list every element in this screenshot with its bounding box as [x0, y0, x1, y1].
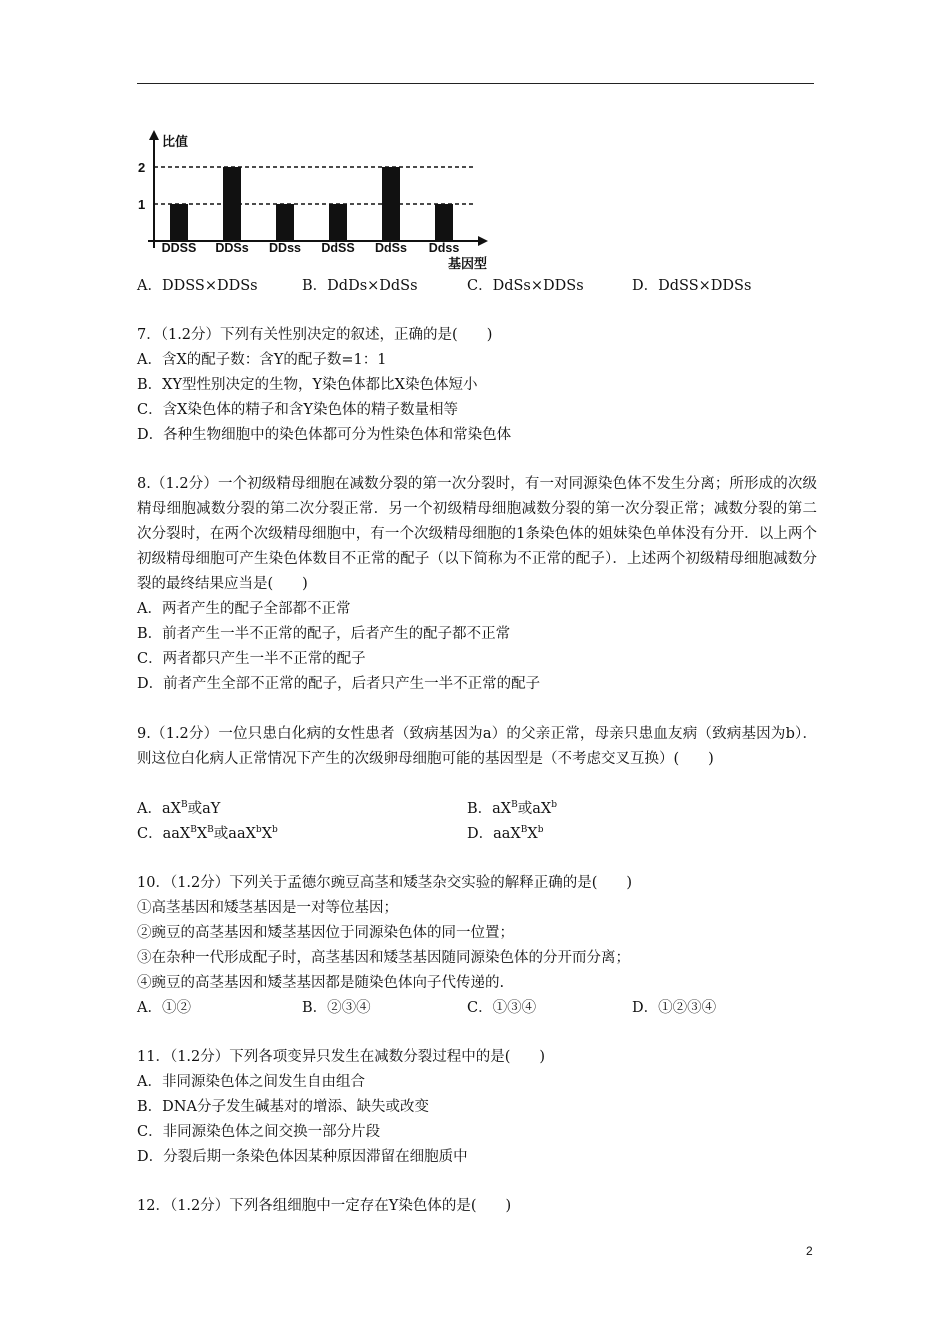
q12-stem: 12．（1.2分）下列各组细胞中一定存在Y染色体的是( ) [137, 1198, 512, 1214]
q8-stem: 8.（1.2分）一个初级精母细胞在减数分裂的第一次分裂时，有一对同源染色体不发生分离；所形成的次级精母细胞减数分裂的第二次分裂正常．另一个初级精母细胞减数分裂的第一次分裂正常；减数分裂的第二次分裂时，在两个次级精母细胞中，有一个次级精母细胞的1条染色体的姐妹染色单体没有分开．以上两个初级精母细胞可产生染色体数目不正常的配子（以下简称为不正常的配子）．上述两个初级精母细胞减数分裂的最终结果应当是( ) [137, 476, 817, 592]
y-tick-label-1: 1 [138, 197, 146, 212]
q8-option-b: B．前者产生一半不正常的配子，后者产生的配子都不正常 [137, 626, 511, 642]
x-tick-label-DdSs: DdSs [375, 241, 407, 255]
q8-option-c: C．两者都只产生一半不正常的配子 [137, 651, 366, 667]
q10-statement-2: ②豌豆的高茎基因和矮茎基因位于同源染色体的同一位置； [137, 925, 514, 941]
q10-option-c: C．①③④ [467, 1000, 537, 1016]
x-tick-label-DDSs: DDSs [215, 241, 249, 255]
bar-DdSs [382, 167, 400, 241]
q9-stem: 9.（1.2分）一位只患白化病的女性患者（致病基因为a）的父亲正常，母亲只患血友病（致病基因为b）．则这位白化病人正常情况下产生的次级卵母细胞可能的基因型是（不考虑交叉互换）( ) [137, 726, 817, 767]
q9-option-c: C．$aaX^BX^B$或$aaX^bX^b$ [137, 825, 278, 842]
q8-option-a: A．两者产生的配子全部都不正常 [137, 601, 351, 617]
genotype-ratio-chart [130, 124, 500, 274]
q11-option-b: B．DNA分子发生碱基对的增添、缺失或改变 [137, 1099, 429, 1115]
q6-option-a: A．DDSS×DDSs [137, 278, 258, 294]
bar-DDSs [223, 167, 241, 241]
x-axis-arrow [478, 236, 488, 246]
q7-stem: 7．（1.2分）下列有关性别决定的叙述，正确的是( ) [137, 327, 493, 343]
q10-option-b: B．②③④ [302, 1000, 371, 1016]
q11-option-c: C．非同源染色体之间交换一部分片段 [137, 1124, 381, 1140]
q7-option-a: A．含X的配子数：含Y的配子数=1：1 [137, 352, 387, 368]
q6-option-c: C．DdSs×DDSs [467, 278, 584, 294]
header-rule [137, 83, 814, 84]
y-tick-label-2: 2 [138, 160, 146, 175]
q10-statement-3: ③在杂种一代形成配子时，高茎基因和矮茎基因随同源染色体的分开而分离； [137, 950, 630, 966]
q6-option-b: B．DdDs×DdSs [302, 278, 418, 294]
q6-option-d: D．DdSS×DDSs [632, 278, 752, 294]
q10-stem: 10．（1.2分）下列关于孟德尔豌豆高茎和矮茎杂交实验的解释正确的是( ) [137, 875, 633, 891]
y-axis-arrow [149, 130, 159, 140]
q8-option-d: D．前者产生全部不正常的配子，后者只产生一半不正常的配子 [137, 676, 541, 692]
y-axis-title: 比值 [162, 135, 189, 150]
q7-option-c: C．含X染色体的精子和含Y染色体的精子数量相等 [137, 402, 458, 418]
x-tick-label-DDSS: DDSS [161, 241, 197, 255]
q9-option-a: A．$aX^B$或aY [137, 800, 221, 817]
x-tick-label-DdSS: DdSS [321, 241, 355, 255]
bar-DdSS [329, 204, 347, 241]
q9-option-d: D．$aaX^BX^b$ [467, 825, 544, 842]
q10-statement-4: ④豌豆的高茎基因和矮茎基因都是随染色体向子代传递的. [137, 975, 505, 991]
q10-option-d: D．①②③④ [632, 1000, 717, 1016]
q11-option-a: A．非同源染色体之间发生自由组合 [137, 1074, 365, 1090]
q9-option-b: B．$aX^B$或$aX^b$ [467, 800, 557, 817]
page-number: 2 [806, 1244, 813, 1258]
q11-stem: 11．（1.2分）下列各项变异只发生在减数分裂过程中的是( ) [137, 1049, 546, 1065]
x-tick-label-Ddss: Ddss [428, 241, 460, 255]
q7-option-b: B．XY型性别决定的生物，Y染色体都比X染色体短小 [137, 377, 478, 393]
q10-statement-1: ①高茎基因和矮茎基因是一对等位基因； [137, 900, 398, 916]
bar-DDSS [170, 204, 188, 241]
bar-Ddss [435, 204, 453, 241]
x-axis-title: 基因型 [448, 257, 488, 272]
q11-option-d: D．分裂后期一条染色体因某种原因滞留在细胞质中 [137, 1149, 468, 1165]
x-tick-label-DDss: DDss [269, 241, 301, 255]
q10-option-a: A．①② [137, 1000, 191, 1016]
q7-option-d: D．各种生物细胞中的染色体都可分为性染色体和常染色体 [137, 427, 512, 443]
bar-DDss [276, 204, 294, 241]
